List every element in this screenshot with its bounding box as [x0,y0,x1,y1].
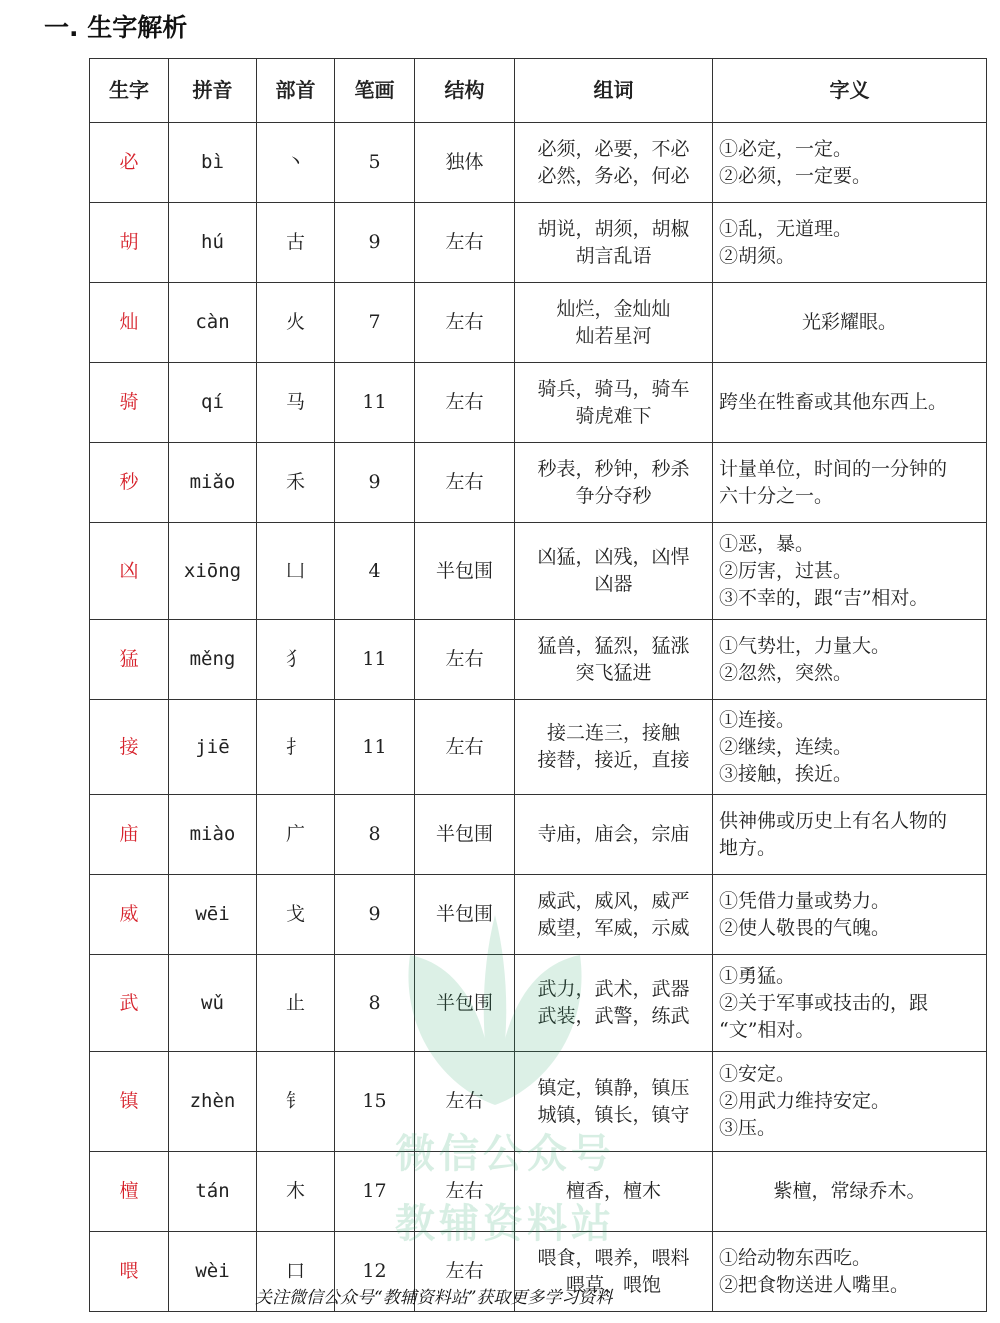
word-line: 武力，武术，武器 [537,978,690,1000]
meaning-line: ②厉害，过甚。 [719,559,853,582]
meaning-line: 紫檀，常绿乔木。 [773,1180,926,1202]
header-strokes: 笔画 [335,59,415,123]
meaning-line: ③不幸的，跟“吉”相对。 [719,586,929,609]
word-line: 接替，接近，直接 [537,749,690,771]
word-line: 秒表，秒钟，秒杀 [537,457,690,480]
word-line: 喂草，喂饱 [565,1273,661,1296]
meaning-line: ②用武力维持安定。 [719,1090,891,1112]
row-meaning [713,1232,987,1312]
row-pinyin: měng [169,620,257,700]
meaning-line: ①恶，暴。 [719,532,815,555]
row-meaning [713,523,987,620]
meaning-line: ②继续，连续。 [719,735,853,758]
word-line: 骑虎难下 [575,404,652,427]
row-meaning [713,1152,987,1232]
word-line: 胡言乱语 [575,244,652,267]
meaning-line: 六十分之一。 [719,484,834,507]
meaning-line: ②必须，一定要。 [719,164,872,187]
row-char: 必 [90,123,169,203]
word-line: 武装，武警，练武 [537,1005,690,1027]
row-strokes: 8 [335,795,415,875]
row-meaning [713,700,987,795]
row-pinyin: wèi [169,1232,257,1312]
row-pinyin: zhèn [169,1052,257,1152]
table-row [90,1052,987,1152]
table-row [90,700,987,795]
table-header-row [90,59,987,123]
meaning-line: ①勇猛。 [719,964,796,987]
row-meaning [713,875,987,955]
row-radical: 扌 [257,700,335,795]
word-line: 必须，必要，不必 [537,137,690,160]
row-radical: 凵 [257,523,335,620]
row-strokes: 9 [335,443,415,523]
table-row [90,795,987,875]
row-radical: 戈 [257,875,335,955]
row-radical: 钅 [257,1052,335,1152]
row-strokes: 4 [335,523,415,620]
row-pinyin: wēi [169,875,257,955]
meaning-line: ①气势壮，力量大。 [719,634,891,657]
header-pinyin: 拼音 [169,59,257,123]
row-strokes: 9 [335,875,415,955]
word-line: 骑兵，骑马，骑车 [537,377,690,400]
row-strokes: 12 [335,1232,415,1312]
row-radical: 犭 [257,620,335,700]
row-pinyin: wǔ [169,955,257,1052]
row-structure: 独体 [415,123,515,203]
table-row [90,620,987,700]
row-words [515,1052,713,1152]
row-radical: 马 [257,363,335,443]
row-strokes: 11 [335,363,415,443]
word-line: 威望，军威，示威 [537,916,690,939]
table-row [90,955,987,1052]
row-radical: 木 [257,1152,335,1232]
table-row [90,523,987,620]
row-structure: 左右 [415,203,515,283]
footer-note: 关注微信公众号“教辅资料站”获取更多学习资料 [255,1288,613,1308]
row-words [515,123,713,203]
row-structure: 左右 [415,1052,515,1152]
row-char: 灿 [90,283,169,363]
table-row [90,875,987,955]
row-meaning [713,123,987,203]
row-radical: 广 [257,795,335,875]
word-line: 灿若星河 [575,324,652,347]
row-meaning [713,620,987,700]
header-words: 组词 [515,59,713,123]
row-radical: 止 [257,955,335,1052]
row-strokes: 11 [335,700,415,795]
row-structure: 左右 [415,700,515,795]
row-char: 接 [90,700,169,795]
row-words [515,700,713,795]
word-line: 寺庙，庙会，宗庙 [537,823,690,845]
meaning-line: ①安定。 [719,1063,796,1085]
row-words [515,283,713,363]
row-strokes: 17 [335,1152,415,1232]
meaning-line: 跨坐在牲畜或其他东西上。 [719,391,948,413]
word-line: 胡说，胡须，胡椒 [537,217,690,240]
row-strokes: 9 [335,203,415,283]
table-row [90,443,987,523]
header-meaning: 字义 [713,59,987,123]
row-strokes: 15 [335,1052,415,1152]
row-words [515,620,713,700]
row-structure: 半包围 [415,875,515,955]
meaning-line: “文”相对。 [719,1018,815,1041]
word-line: 灿烂，金灿灿 [556,297,671,320]
row-radical: 古 [257,203,335,283]
word-line: 猛兽，猛烈，猛涨 [537,634,690,657]
header-char: 生字 [90,59,169,123]
row-structure: 左右 [415,443,515,523]
meaning-line: ①连接。 [719,708,796,731]
meaning-line: ③压。 [719,1117,777,1139]
table-row [90,363,987,443]
meaning-line: ①必定，一定。 [719,137,853,160]
row-char: 武 [90,955,169,1052]
row-structure: 半包围 [415,523,515,620]
word-line: 喂食，喂养，喂料 [537,1246,690,1269]
meaning-line: 光彩耀眼。 [801,311,897,333]
table-row [90,123,987,203]
table-row [90,1152,987,1232]
vocabulary-table [89,58,987,1312]
header-radical: 部首 [257,59,335,123]
meaning-line: ②把食物送进人嘴里。 [719,1273,910,1296]
word-line: 凶器 [594,573,633,595]
row-meaning [713,795,987,875]
meaning-line: ②使人敬畏的气魄。 [719,916,891,939]
row-char: 胡 [90,203,169,283]
meaning-line: ①乱，无道理。 [719,217,853,240]
row-char: 凶 [90,523,169,620]
row-char: 秒 [90,443,169,523]
word-line: 城镇，镇长，镇守 [537,1103,690,1126]
row-char: 镇 [90,1052,169,1152]
row-strokes: 11 [335,620,415,700]
row-char: 骑 [90,363,169,443]
section-title: 一. 生字解析 [44,13,188,42]
row-words [515,203,713,283]
row-radical: 禾 [257,443,335,523]
row-char: 威 [90,875,169,955]
meaning-line: ②胡须。 [719,244,796,267]
row-pinyin: qí [169,363,257,443]
word-line: 争分夺秒 [575,484,652,507]
row-meaning [713,363,987,443]
row-structure: 半包围 [415,795,515,875]
row-meaning [713,955,987,1052]
header-structure: 结构 [415,59,515,123]
row-pinyin: càn [169,283,257,363]
row-words [515,1152,713,1232]
row-radical: 口 [257,1232,335,1312]
row-char: 檀 [90,1152,169,1232]
meaning-line: ①凭借力量或势力。 [719,889,891,912]
row-words [515,523,713,620]
row-pinyin: jiē [169,700,257,795]
word-line: 檀香，檀木 [565,1180,661,1202]
meaning-line: 计量单位，时间的一分钟的 [719,457,948,480]
word-line: 威武，威风，威严 [537,889,690,912]
row-radical: 丶 [257,123,335,203]
word-line: 必然，务必，何必 [537,164,690,187]
table-row [90,283,987,363]
row-strokes: 5 [335,123,415,203]
word-line: 镇定，镇静，镇压 [537,1076,690,1099]
meaning-line: ②忽然，突然。 [719,661,853,684]
row-pinyin: xiōng [169,523,257,620]
row-structure: 半包围 [415,955,515,1052]
row-pinyin: miǎo [169,443,257,523]
row-meaning [713,1052,987,1152]
row-structure: 左右 [415,283,515,363]
row-char: 猛 [90,620,169,700]
row-structure: 左右 [415,363,515,443]
word-line: 接二连三，接触 [546,722,680,744]
row-words [515,363,713,443]
table-row [90,203,987,283]
watermark-line2: 教辅资料站 [395,1201,615,1247]
meaning-line: ②关于军事或技击的，跟 [719,991,929,1014]
row-words [515,955,713,1052]
row-words [515,443,713,523]
row-structure: 左右 [415,620,515,700]
row-char: 喂 [90,1232,169,1312]
row-pinyin: hú [169,203,257,283]
row-strokes: 8 [335,955,415,1052]
row-meaning [713,203,987,283]
row-structure: 左右 [415,1152,515,1232]
row-structure: 左右 [415,1232,515,1312]
meaning-line: ③接触，挨近。 [719,762,853,785]
watermark-line1: 微信公众号 [395,1131,615,1177]
row-pinyin: miào [169,795,257,875]
word-line: 突飞猛进 [575,661,652,684]
row-pinyin: tán [169,1152,257,1232]
row-meaning [713,443,987,523]
word-line: 凶猛，凶残，凶悍 [537,546,690,568]
row-char: 庙 [90,795,169,875]
row-words [515,875,713,955]
row-radical: 火 [257,283,335,363]
meaning-line: 供神佛或历史上有名人物的 [719,809,948,832]
meaning-line: 地方。 [719,836,777,859]
meaning-line: ①给动物东西吃。 [719,1246,872,1269]
row-words [515,795,713,875]
row-meaning [713,283,987,363]
row-pinyin: bì [169,123,257,203]
row-strokes: 7 [335,283,415,363]
